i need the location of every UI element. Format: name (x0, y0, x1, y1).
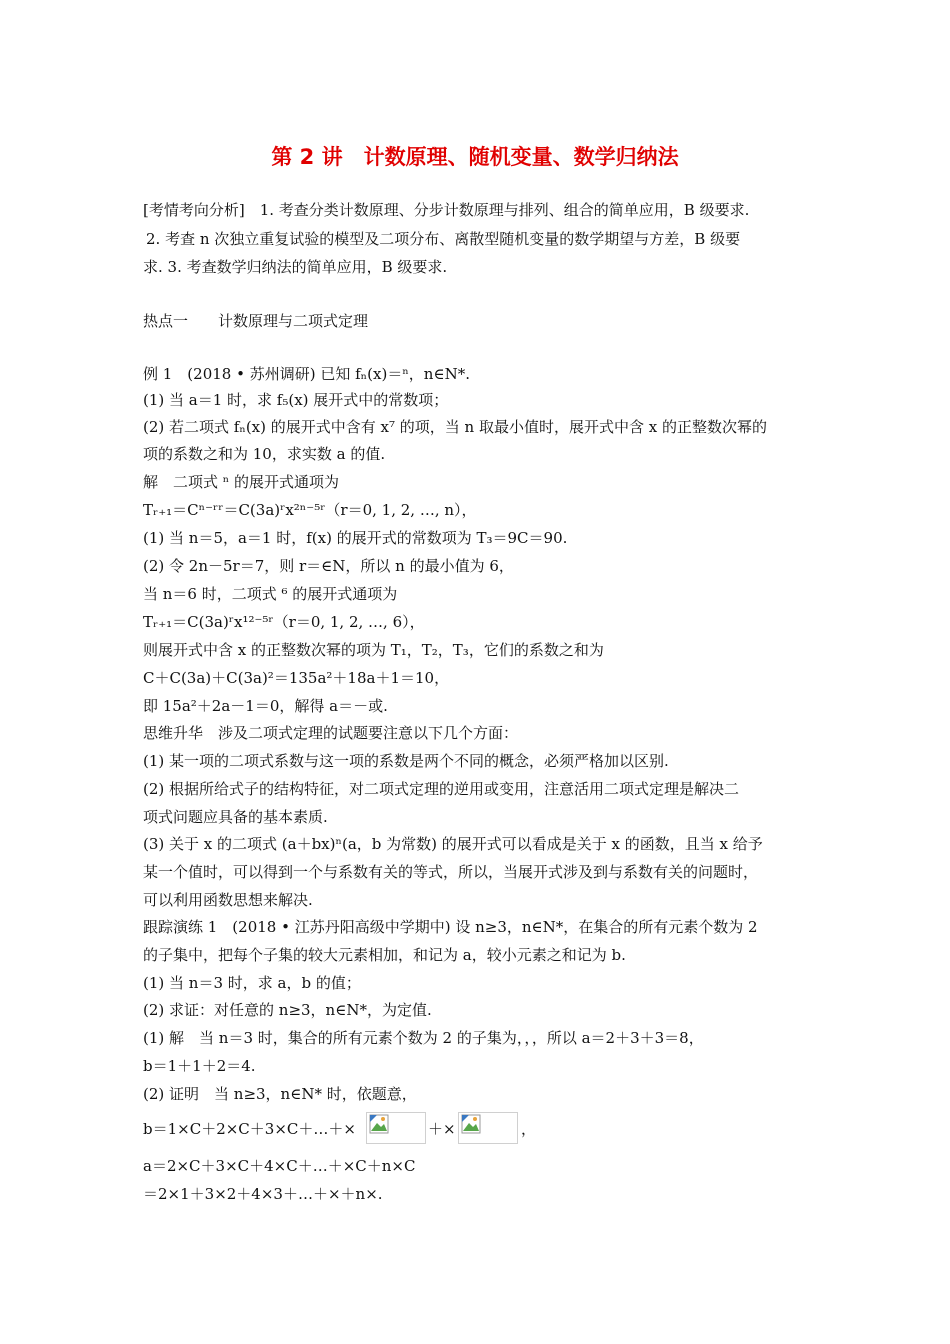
example-1-part-1: (1) 当 a＝1 时，求 f₅(x) 展开式中的常数项； (143, 391, 449, 409)
insight-point-3-line-3: 可以利用函数思想来解决. (143, 891, 313, 909)
solution-part-2-line-4: 则展开式中含 x 的正整数次幂的项为 T₁，T₂，T₃，它们的系数之和为 (143, 641, 604, 659)
solution-general-term: Tᵣ₊₁＝Cⁿ⁻ʳʳ＝C(3a)ʳx²ⁿ⁻⁵ʳ（r＝0, 1, 2, …, n）， (143, 501, 477, 519)
practice-1-part-1: (1) 当 n＝3 时，求 a，b 的值； (143, 974, 361, 992)
proof-b-formula-middle: ＋× (428, 1120, 456, 1138)
practice-1-line-2: 的子集中，把每个子集的较大元素相加，和记为 a，较小元素之和记为 b. (143, 946, 626, 964)
insight-point-1: (1) 某一项的二项式系数与这一项的系数是两个不同的概念，必须严格加以区别. (143, 752, 669, 770)
solution-part-2-line-5: C＋C(3a)＋C(3a)²＝135a²＋18a＋1＝10， (143, 669, 450, 687)
solution-part-2-line-1: (2) 令 2n－5r＝7，则 r＝∈N，所以 n 的最小值为 6， (143, 557, 514, 575)
proof-b-formula: b＝1×C＋2×C＋3×C＋…＋× (143, 1120, 356, 1138)
example-1-part-2-line-2: 项的系数之和为 10，求实数 a 的值. (143, 445, 386, 463)
insight-point-3-line-1: (3) 关于 x 的二项式 (a＋bx)ⁿ(a，b 为常数) 的展开式可以看成是关于 x 的函数，且当 x 给予 (143, 835, 763, 853)
exam-analysis-line-1: [考情考向分析] 1. 考查分类计数原理、分步计数原理与排列、组合的简单应用，B 级要求. (143, 201, 750, 219)
example-1-part-2-line-1: (2) 若二项式 fₙ(x) 的展开式中含有 x⁷ 的项，当 n 取最小值时，展开式中含 x 的正整数次幂的 (143, 418, 767, 436)
solution-part-1: (1) 当 n＝5，a＝1 时，f(x) 的展开式的常数项为 T₃＝9C＝90. (143, 529, 568, 547)
practice-1-line-1: 跟踪演练 1 (2018 • 江苏丹阳高级中学期中) 设 n≥3，n∈N*，在集合的所有元素个数为 2 (143, 918, 758, 936)
solution-part-2-line-2: 当 n＝6 时，二项式 ⁶ 的展开式通项为 (143, 585, 398, 603)
practice-answer-1-line-2: b＝1＋1＋2＝4. (143, 1057, 256, 1075)
insight-point-2-line-2: 项式问题应具备的基本素质. (143, 808, 328, 826)
broken-image-icon (458, 1112, 518, 1144)
solution-part-2-line-6: 即 15a²＋2a－1＝0，解得 a＝－或. (143, 697, 388, 715)
insight-point-2-line-1: (2) 根据所给式子的结构特征，对二项式定理的逆用或变用，注意活用二项式定理是解决二 (143, 780, 740, 798)
solution-intro: 解 二项式 ⁿ 的展开式通项为 (143, 473, 340, 491)
insight-heading: 思维升华 涉及二项式定理的试题要注意以下几个方面： (143, 724, 519, 742)
exam-analysis-line-2: 2. 考查 n 次独立重复试验的模型及二项分布、离散型随机变量的数学期望与方差，B 级要 (146, 230, 741, 248)
proof-a-formula-continued: ＝2×1＋3×2＋4×3＋…＋×＋n×. (143, 1185, 383, 1203)
proof-b-formula-end: ， (521, 1120, 537, 1138)
lecture-title: 第 2 讲 计数原理、随机变量、数学归纳法 (271, 145, 679, 169)
broken-image-icon (366, 1112, 426, 1144)
solution-part-2-line-3: Tᵣ₊₁＝C(3a)ʳx¹²⁻⁵ʳ（r＝0, 1, 2, …, 6）， (143, 613, 425, 631)
practice-answer-1-line-1: (1) 解 当 n＝3 时，集合的所有元素个数为 2 的子集为，，，所以 a＝2＋3＋3＝8， (143, 1029, 704, 1047)
example-1-statement: 例 1 (2018 • 苏州调研) 已知 fₙ(x)＝ⁿ，n∈N*. (143, 365, 470, 383)
practice-proof-intro: (2) 证明 当 n≥3，n∈N* 时，依题意， (143, 1085, 417, 1103)
exam-analysis-line-3: 求. 3. 考查数学归纳法的简单应用，B 级要求. (143, 258, 448, 276)
proof-a-formula: a＝2×C＋3×C＋4×C＋…＋×C＋n×C (143, 1157, 416, 1175)
practice-1-part-2: (2) 求证：对任意的 n≥3，n∈N*，为定值. (143, 1001, 432, 1019)
insight-point-3-line-2: 某一个值时，可以得到一个与系数有关的等式，所以，当展开式涉及到与系数有关的问题时， (143, 863, 759, 881)
section-heading: 热点一 计数原理与二项式定理 (143, 312, 369, 330)
